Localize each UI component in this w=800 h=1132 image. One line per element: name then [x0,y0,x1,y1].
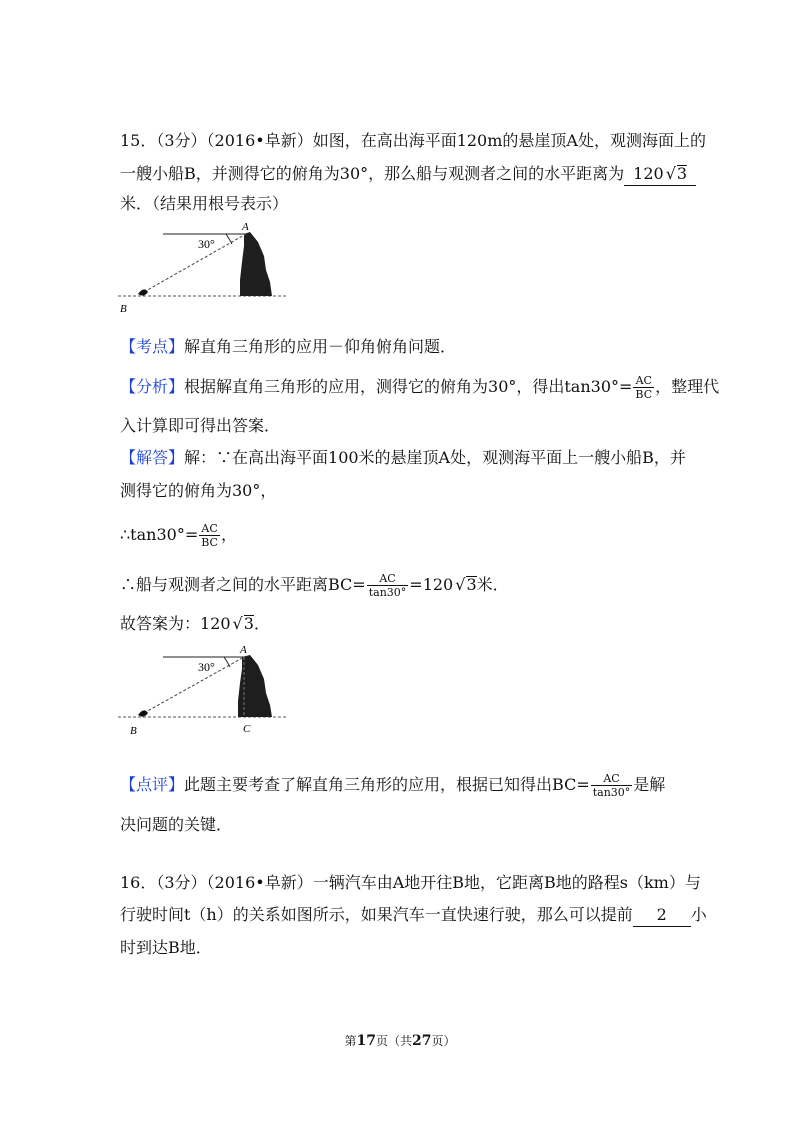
q15-line-2 [120,163,696,186]
jieda-line-5-radicand: 3 [243,614,254,633]
q15-answer-radicand: 3 [676,164,688,183]
point-b-label: B [120,303,127,315]
footer-pre: 第 [344,1034,357,1048]
angle-label: 30° [198,660,215,674]
dianping-fraction [591,772,633,799]
jieda-fraction-1 [199,522,220,549]
fenxi-fraction [633,374,654,401]
jieda-fraction-2 [367,572,409,599]
q15-line-3: 米．（结果用根号表示） [120,194,289,213]
boat-icon [138,289,148,295]
fraction-denominator: BC [635,388,653,401]
radical-sign-icon: √ [455,575,466,594]
angle-label: 30° [198,237,215,251]
jieda-line-4-radicand: 3 [466,575,477,594]
fenxi-text: 根据解直角三角形的应用，测得它的俯角为30°，得出tan30°= [184,377,633,396]
page-footer [0,1032,800,1049]
fraction-numerator: AC [367,572,409,586]
fraction-denominator: BC [201,536,218,549]
fenxi-text-post: ，整理代 [655,377,720,396]
radical-sign-icon: √ [665,164,676,183]
fraction-numerator: AC [199,522,220,536]
dianping-text: 此题主要考查了解直角三角形的应用，根据已知得出BC= [184,775,590,794]
fenxi-tag: 【分析】 [120,377,185,396]
q16-line-3: 时到达B地． [120,938,212,957]
kaodian-tag: 【考点】 [120,337,185,356]
q16-line-2-text: 行驶时间t（h）的关系如图所示，如果汽车一直快速行驶，那么可以提前 [120,905,633,924]
cliff-shape [238,655,272,717]
fraction-numerator: AC [591,772,633,786]
jieda-line-5 [120,613,270,635]
jieda-line-5-text: 故答案为：120 [120,614,231,633]
dianping-line-2: 决问题的关键． [120,815,233,834]
q15-answer-number: 120 [633,164,664,183]
q16-line-2 [120,904,707,927]
cliff-shape [240,232,272,296]
fenxi-line-2: 入计算即可得出答案． [120,416,281,435]
q16-answer-blank: 2 [633,904,691,927]
fraction-denominator: tan30° [368,586,407,599]
q15-line-2-text: 一艘小船B，并测得它的俯角为30°，那么船与观测者之间的水平距离为 [120,164,625,183]
jieda-line-5-post: ． [253,614,270,633]
point-a-label: A [242,222,249,233]
fraction-denominator: tan30° [592,786,631,799]
q16-line-2-post: 小 [690,905,707,924]
point-a-label: A [240,644,247,656]
jieda-line-4 [120,572,509,599]
angle-arc [224,657,230,667]
boat-icon [138,710,148,716]
q16-line-1: 16．（3分）（2016•阜新）一辆汽车由A地开往B地，它距离B地的路程s（km）与 [120,873,701,892]
jieda-line-4-eq: =120 [409,575,454,594]
fraction-numerator: AC [633,374,654,388]
kaodian-text: 解直角三角形的应用－仰角俯角问题． [184,337,457,356]
cliff-figure-2 [118,643,290,741]
q15-answer-blank [624,163,696,186]
sight-line [144,234,246,292]
dianping-text-post: 是解 [633,775,666,794]
point-b-label: B [130,725,137,737]
jieda-tag: 【解答】 [120,448,185,467]
dianping-tag: 【点评】 [120,775,185,794]
fenxi-line-1 [120,374,719,401]
jieda-line-4-post: 米． [476,575,509,594]
jieda-line-3-text: ∴tan30°= [120,525,199,544]
radical-sign-icon: √ [232,614,243,633]
kaodian-line [120,336,456,358]
footer-mid: 页（共 [375,1034,412,1048]
angle-arc [226,234,232,244]
jieda-line-2: 测得它的俯角为30°， [120,481,277,500]
page-number: 17 [356,1033,376,1049]
point-c-label: C [243,723,251,735]
jieda-line-3 [120,522,237,549]
jieda-line-4-text: ∴船与观测者之间的水平距离BC= [120,575,366,594]
q15-line-1: 15．（3分）（2016•阜新）如图，在高出海平面120m的悬崖顶A处，观测海面上的 [120,131,706,150]
jieda-line-1 [120,447,686,469]
jieda-text-1: 解：∵在高出海平面100米的悬崖顶A处，观测海平面上一艘小船B，并 [184,448,686,467]
cliff-figure-1 [118,222,290,320]
page-total: 27 [412,1033,432,1049]
jieda-line-3-post: ， [220,525,237,544]
footer-post: 页） [431,1034,456,1048]
dianping-line-1 [120,772,665,799]
